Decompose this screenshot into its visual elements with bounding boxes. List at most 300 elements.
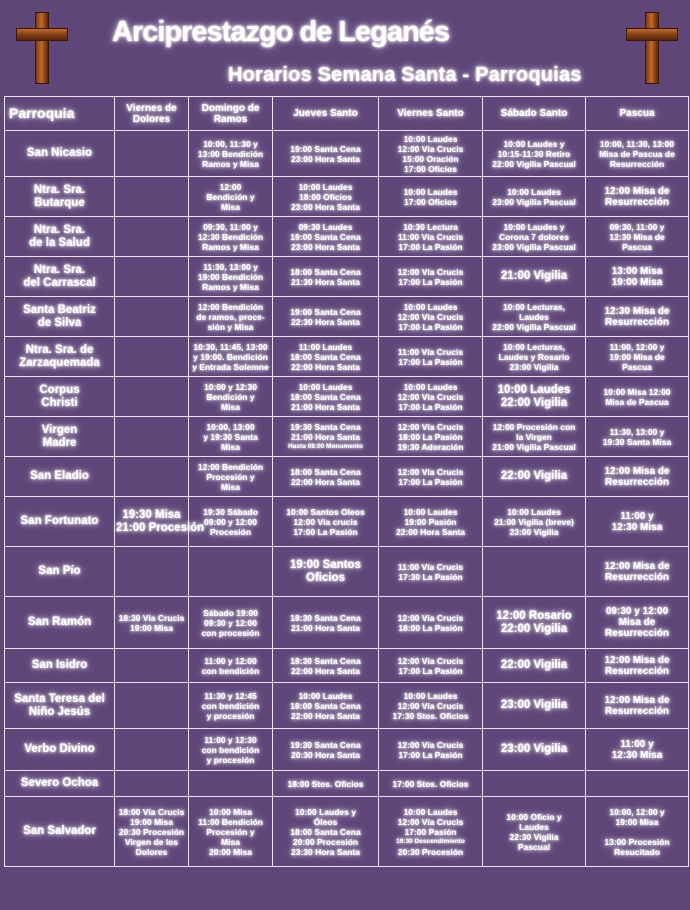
cell-text-line: 10:00 Laudes — [298, 690, 353, 701]
schedule-cell — [586, 683, 689, 729]
cell-text-line: 09:30, 11:00 y — [609, 221, 665, 232]
cell-text-line: 10:00 Lecturas, — [503, 301, 565, 312]
column-header — [115, 97, 189, 131]
cell-text-line: 12:30 Bendición — [197, 231, 264, 242]
cell-text-line — [587, 827, 687, 837]
schedule-cell — [483, 771, 586, 797]
schedule-cell — [189, 649, 273, 683]
cell-text-line: 12:00 Misa de — [604, 465, 670, 477]
cell-text-line: Ramos y Misa — [202, 281, 259, 292]
schedule-cell — [189, 797, 273, 867]
cell-text-line: Resurrección — [605, 476, 669, 488]
cell-text-line: 23:00 Vigilia — [509, 361, 559, 372]
cell-text-line: Bendición y — [206, 191, 255, 202]
schedule-cell — [189, 457, 273, 497]
cell-text-line: 12:00 Vía Crucis — [397, 266, 464, 277]
cell-text-line: de la Salud — [29, 236, 90, 249]
cell-text-line: 18:00 Stos. Oficios — [287, 778, 364, 789]
schedule-cell — [189, 547, 273, 597]
schedule-cell — [483, 131, 586, 177]
cell-text-line: Madre — [42, 436, 77, 449]
cell-text-line: San Pío — [38, 565, 81, 577]
schedule-cell — [115, 771, 189, 797]
cell-text-line: Viernes de — [126, 102, 177, 114]
cell-text-line: y procesión — [206, 754, 255, 765]
schedule-cell — [115, 297, 189, 337]
cell-text-line: y Entrada Solemne — [192, 361, 269, 372]
cell-text-line: 11:00 Laudes — [298, 341, 353, 352]
parish-name — [5, 417, 115, 457]
cell-text-line: Óleos — [313, 816, 338, 827]
cell-text-line: 12:00 Vía Crucis — [397, 421, 464, 432]
cell-text-line: 10:00 Laudes — [403, 690, 458, 701]
cross-icon — [626, 12, 676, 82]
cell-text-line: 12:00 Vía Crucis — [397, 143, 464, 154]
schedule-cell — [115, 457, 189, 497]
cell-text-line: 10:00 Laudes — [507, 506, 561, 517]
schedule-cell — [273, 729, 379, 771]
schedule-cell — [483, 417, 586, 457]
cell-text-line: Christi — [41, 396, 78, 409]
cell-text-line: 19:00 Santos — [290, 558, 361, 571]
cell-text-line: 10:00 Laudes — [298, 181, 353, 192]
cell-text-line: 10:00, 11:30, 13:00 — [599, 138, 675, 149]
table-row — [5, 217, 689, 257]
schedule-cell — [483, 457, 586, 497]
schedule-cell — [273, 217, 379, 257]
schedule-cell — [586, 217, 689, 257]
cell-text-line: 10:00, 13:00 — [206, 421, 255, 432]
cell-text-line: 12:00 Misa de — [604, 185, 670, 197]
schedule-cell — [189, 771, 273, 797]
cell-text-line: Misa de Pascua de — [599, 148, 675, 159]
schedule-cell — [586, 597, 689, 649]
schedule-cell — [379, 337, 483, 377]
cell-text-line: 09:30 y 12:00 — [204, 617, 257, 628]
cell-text-line: Resurrección — [605, 665, 669, 677]
cell-text-line: 19:00 Misa — [615, 816, 659, 827]
cell-text-line: 12:00 Vía Crucis — [397, 466, 464, 477]
cell-text-line: 12:00 Vía Crucis — [397, 311, 464, 322]
schedule-cell — [115, 797, 189, 867]
cell-text-line: Misa — [221, 201, 240, 212]
schedule-cell — [115, 683, 189, 729]
cell-text-line: Resurrección — [605, 316, 669, 328]
cell-text-line: 19:00 Santa Cena — [290, 231, 361, 242]
schedule-cell — [586, 257, 689, 297]
cell-text-line: 12:00 Bendición — [197, 461, 264, 472]
cell-text-line: 10:00 Laudes — [403, 806, 458, 817]
schedule-cell — [586, 337, 689, 377]
cell-text-line: 13:00 Misa — [611, 265, 663, 277]
cell-text-line: 23:00 Vigilia Pascual — [492, 241, 576, 252]
schedule-cell — [379, 457, 483, 497]
cell-text-line: 23:30 Hora Santa — [291, 846, 360, 857]
table-row — [5, 597, 689, 649]
schedule-cell — [483, 377, 586, 417]
cell-text-line: con procesión — [201, 627, 260, 638]
schedule-cell — [586, 497, 689, 547]
schedule-cell — [586, 547, 689, 597]
cell-text-line: 12:30 Misa de — [604, 305, 670, 317]
schedule-cell — [115, 417, 189, 457]
parish-name — [5, 457, 115, 497]
cell-text-line: San Ramón — [27, 616, 92, 628]
table-row — [5, 131, 689, 177]
cell-text-line: Parroquia — [9, 105, 75, 121]
cell-text-line: Oficios — [306, 571, 345, 584]
cell-text-line: 12:30 Misa — [611, 749, 663, 761]
schedule-cell — [379, 177, 483, 217]
cell-text-line: 20:30 Hora Santa — [291, 749, 360, 760]
cell-text-line: Dolores — [135, 846, 168, 857]
schedule-cell — [273, 131, 379, 177]
cell-text-line: 18:00 La Pasión — [398, 431, 463, 442]
cell-text-line: 10:00 Laudes — [403, 301, 458, 312]
cell-text-line: 21:00 Procesión — [116, 521, 205, 534]
schedule-cell — [273, 771, 379, 797]
schedule-cell — [586, 377, 689, 417]
cell-text-line: 12:00 Vía crucis — [293, 516, 358, 527]
cell-text-line: Laudes y Rosario — [498, 351, 570, 362]
schedule-cell — [273, 417, 379, 457]
cell-text-line: Resurrección — [605, 705, 669, 717]
cell-text-line: 22:00 Hora Santa — [291, 710, 360, 721]
cell-text-line: y procesión — [206, 710, 255, 721]
cell-text-line: 10:00 Oficio y — [506, 811, 562, 822]
cell-text-line: 22:00 Hora Santa — [291, 476, 360, 487]
cell-text-line: 19:00 Santa Cena — [290, 143, 361, 154]
table-row — [5, 683, 689, 729]
cell-text-line: 23:00 Vigilia — [500, 699, 568, 711]
cell-text-line: 12:00 — [219, 181, 242, 192]
schedule-cell — [273, 497, 379, 547]
table-row — [5, 457, 689, 497]
schedule-cell — [483, 297, 586, 337]
cell-text-line: 12:00 Misa de — [604, 694, 670, 706]
cell-text-line: 12:00 Bendición — [197, 301, 264, 312]
cell-text-line: San Salvador — [23, 825, 96, 837]
cell-text-line: 18:00 Santa Cena — [290, 351, 361, 362]
cell-text-line: 23:00 Vigilia Pascual — [492, 196, 576, 207]
schedule-cell — [115, 131, 189, 177]
cell-text-line: Laudes — [519, 311, 549, 322]
cell-text-line: 19:00 Pasión — [404, 516, 457, 527]
cell-text-line: 10:00 Laudes — [403, 186, 458, 197]
schedule-cell — [586, 797, 689, 867]
schedule-cell — [273, 337, 379, 377]
cell-text-line: la Virgen — [516, 431, 552, 442]
cell-text-line: Pascua — [619, 108, 655, 119]
schedule-cell — [273, 377, 379, 417]
cell-text-line: 19:30 Descendimiento — [396, 837, 465, 845]
cell-text-line: 17:00 Pasión — [404, 826, 457, 837]
cell-text-line: Resurrección — [605, 628, 669, 639]
cell-text-line: Misa — [221, 441, 240, 452]
schedule-cell — [115, 497, 205, 547]
cell-text-line: 10:15-11:30 Retiro — [497, 148, 571, 159]
schedule-cell — [586, 729, 689, 771]
cell-text-line: 10:00 Lecturas, — [503, 341, 565, 352]
cell-text-line: 19:30 Santa Cena — [290, 421, 361, 432]
table-row — [5, 177, 689, 217]
cell-text-line: Santa Beatriz — [23, 303, 96, 316]
column-header — [586, 97, 689, 131]
schedule-cell — [189, 683, 273, 729]
cell-text-line: con bendición — [201, 665, 260, 676]
cell-text-line: Ntra. Sra. — [33, 183, 86, 196]
cell-text-line: 13:00 Procesión — [604, 836, 670, 847]
cell-text-line: 20:30 Procesión — [397, 846, 464, 857]
schedule-cell — [273, 257, 379, 297]
cell-text-line: 22:00 Hora Santa — [396, 526, 465, 537]
cell-text-line: Misa de — [618, 617, 656, 628]
cell-text-line: 10:00 Laudes — [403, 133, 458, 144]
cell-text-line: 11:00, 12:00 y — [609, 341, 665, 352]
cell-text-line: 10:30 Lectura — [403, 221, 458, 232]
cell-text-line: Ramos y Misa — [202, 241, 259, 252]
parish-name — [5, 771, 115, 797]
cell-text-line: 12:00 Vía Crucis — [397, 739, 464, 750]
table-row — [5, 337, 689, 377]
table-row — [5, 377, 689, 417]
cell-text-line: 12:00 Vía Crucis — [397, 612, 464, 623]
cell-text-line: San Eladio — [30, 470, 89, 482]
cell-text-line: 18:00 La Pasión — [398, 622, 463, 633]
cell-text-line: 12:00 Rosario — [496, 609, 572, 622]
cell-text-line: 12:00 Vía Crucis — [397, 391, 464, 402]
schedule-cell — [379, 217, 483, 257]
cell-text-line: San Fortunato — [20, 515, 99, 527]
schedule-cell — [379, 597, 483, 649]
cell-text-line: 18:30 Santa Cena — [290, 655, 361, 666]
cell-text-line: 17:00 La Pasión — [398, 276, 463, 287]
schedule-cell — [379, 797, 483, 867]
cell-text-line: 10:00 Laudes — [403, 506, 458, 517]
cell-text-line: Zarzaquemada — [19, 356, 100, 369]
cell-text-line: Severo Ochoa — [20, 777, 99, 789]
cell-text-line: y 19:30 Santa — [203, 431, 258, 442]
schedule-cell — [483, 497, 586, 547]
cell-text-line: sión y Misa — [207, 321, 254, 332]
cell-text-line: 19:30 Santa Misa — [602, 436, 672, 447]
cell-text-line: Laudes — [519, 821, 549, 832]
cell-text-line: 20:30 Procesión — [118, 826, 185, 837]
schedule-cell — [189, 417, 273, 457]
schedule-cell — [189, 257, 273, 297]
cell-text-line: Butarque — [34, 196, 85, 209]
schedule-cell — [379, 257, 483, 297]
cell-text-line: Verbo Divino — [24, 743, 95, 755]
cell-text-line: 10:00, 12:00 y — [609, 806, 665, 817]
cell-text-line: 19:00 Misa — [130, 816, 173, 827]
schedule-cell — [483, 729, 586, 771]
parish-name — [5, 217, 115, 257]
cell-text-line: 12:30 Misa — [611, 521, 663, 533]
schedule-cell — [189, 729, 273, 771]
cell-text-line: 10:00, 11:30 y — [203, 138, 258, 149]
cell-text-line: 17:00 La Pasión — [398, 749, 463, 760]
schedule-cell — [483, 217, 586, 257]
cell-text-line: 12:00 Misa de — [604, 560, 670, 572]
table-row — [5, 497, 689, 547]
schedule-cell — [273, 597, 379, 649]
cell-text-line: 10:00 Laudes y — [295, 806, 356, 817]
cell-text-line: 11:30, 13:00 y — [609, 426, 665, 437]
schedule-cell — [483, 547, 586, 597]
parish-name — [5, 257, 115, 297]
cell-text-line: 19:00 Misa — [611, 276, 663, 288]
cell-text-line: 22:00 Vigilia — [500, 622, 568, 635]
cell-text-line: 20:00 Misa — [209, 846, 252, 857]
schedule-cell — [115, 337, 189, 377]
cell-text-line: 23:00 Hora Santa — [291, 241, 360, 252]
schedule-cell — [483, 649, 586, 683]
schedule-cell — [115, 217, 189, 257]
cell-text-line: Bendición y — [206, 391, 255, 402]
cell-text-line: 12:00 Procesión con — [492, 421, 576, 432]
schedule-cell — [189, 217, 273, 257]
cell-text-line: 23:00 Vigilia — [509, 526, 559, 537]
parish-name — [5, 729, 115, 771]
schedule-cell — [379, 547, 483, 597]
cell-text-line: Viernes Santo — [397, 108, 464, 119]
cell-text-line: Niño Jesús — [28, 705, 91, 718]
cell-text-line: Ntra. Sra. — [33, 263, 86, 276]
schedule-cell — [586, 457, 689, 497]
cell-text-line: 17:00 La Pasión — [398, 476, 463, 487]
table-row — [5, 771, 689, 797]
schedule-cell — [483, 797, 586, 867]
cell-text-line: Santa Teresa del — [14, 692, 105, 705]
cell-text-line: 18:30 Vía Crucis — [118, 612, 185, 623]
schedule-cell — [115, 177, 189, 217]
cell-text-line: San Nicasio — [26, 147, 93, 159]
cell-text-line: 22:30 Vigilia — [509, 831, 559, 842]
schedule-cell — [189, 337, 273, 377]
cell-text-line: 19:00 Bendición — [197, 271, 264, 282]
cell-text-line: 10:00 Laudes — [298, 381, 353, 392]
cell-text-line: 17:00 La Pasión — [293, 526, 358, 537]
cell-text-line: 10:00 Misa 12:00 — [603, 386, 671, 397]
cell-text-line: 21:00 Vigilia Pascual — [492, 441, 576, 452]
cell-text-line: 09:00 y 12:00 — [204, 516, 257, 527]
schedule-cell — [379, 497, 483, 547]
cell-text-line: 11:00 Vía Crucis — [397, 561, 464, 572]
schedule-cell — [115, 597, 189, 649]
schedule-cell — [273, 177, 379, 217]
column-header — [483, 97, 586, 131]
cell-text-line: 18:00 Santa Cena — [290, 700, 361, 711]
cell-text-line: 23:00 Hora Santa — [291, 153, 360, 164]
schedule-cell — [379, 649, 483, 683]
cell-text-line: Ramos — [213, 113, 248, 125]
cell-text-line: Procesión y — [206, 826, 255, 837]
cell-text-line: del Carrascal — [23, 276, 96, 289]
cell-text-line: 09:30, 11:00 y — [203, 221, 258, 232]
schedule-cell — [483, 257, 586, 297]
cell-text-line: 10:00 Laudes y — [503, 221, 565, 232]
schedule-cell — [189, 597, 273, 649]
cell-text-line: y 19:00. Bendición — [193, 351, 268, 362]
cell-text-line: Resurrección — [609, 158, 665, 169]
page-header — [0, 0, 690, 92]
schedule-cell — [115, 257, 189, 297]
cell-text-line: Resucitado — [614, 846, 660, 857]
cell-text-line: 12:30 Misa de — [609, 231, 665, 242]
cell-text-line: con bendición — [201, 744, 260, 755]
cell-text-line: 12:00 Vía Crucis — [397, 655, 464, 666]
cell-text-line: Misa — [221, 401, 240, 412]
page-subtitle: Horarios Semana Santa - Parroquias — [228, 64, 582, 86]
cell-text-line: 17:00 Stos. Oficios — [392, 778, 469, 789]
cell-text-line: 18:00 Oficios — [299, 191, 352, 202]
cell-text-line: Pascual — [517, 841, 551, 852]
cell-text-line: 18:00 Santa Cena — [290, 391, 361, 402]
cell-text-line: 11:00 Vía Crucis — [397, 231, 464, 242]
cell-text-line: 18:00 Santa Cena — [290, 266, 361, 277]
cell-text-line: 21:00 Vigilia (breve) — [494, 516, 574, 527]
schedule-cell — [115, 377, 189, 417]
cell-text-line: 19:30 Adoración — [397, 441, 464, 452]
cell-text-line: Jueves Santo — [293, 108, 358, 119]
table-body — [5, 131, 689, 867]
cell-text-line: 22:30 Hora Santa — [291, 316, 360, 327]
cell-text-line: de ramos, proce- — [196, 311, 265, 322]
cell-text-line: Ntra. Sra. — [33, 223, 86, 236]
cell-text-line: 19:30 Sábado — [203, 506, 258, 517]
cell-text-line: 10:00 Misa — [209, 806, 252, 817]
schedule-cell — [115, 547, 189, 597]
table-row — [5, 797, 689, 867]
schedule-cell — [115, 649, 189, 683]
cell-text-line: 10:00 Laudes — [507, 186, 561, 197]
cell-text-line: con bendición — [201, 700, 260, 711]
schedule-cell — [379, 683, 483, 729]
cell-text-line: Domingo de — [201, 102, 260, 114]
cell-text-line: 10:00 Laudes — [497, 383, 571, 396]
schedule-cell — [189, 377, 273, 417]
schedule-cell — [483, 597, 586, 649]
schedule-cell — [273, 457, 379, 497]
cell-text-line: 10:30, 11:45, 13:00 — [193, 341, 268, 352]
cell-text-line: 23:00 Hora Santa — [291, 201, 360, 212]
parish-name — [5, 131, 115, 177]
cell-text-line: 10:00 y 12:30 — [204, 381, 257, 392]
page-title: Arciprestazgo de Leganés — [112, 16, 449, 48]
cell-text-line: 09:30 y 12:00 — [605, 606, 669, 617]
cell-text-line: 15:00 Oración — [402, 153, 459, 164]
cell-text-line: 22:00 Vigilia Pascual — [492, 158, 576, 169]
cell-text-line: Hasta 08:00 Monumento — [288, 442, 363, 450]
table-row — [5, 547, 689, 597]
cell-text-line: Sábado Santo — [500, 108, 568, 119]
cell-text-line: Pascua — [622, 241, 652, 252]
schedule-cell — [273, 797, 379, 867]
cell-text-line: 12:00 Misa de — [604, 654, 670, 666]
cell-text-line: Virgen de los — [124, 836, 179, 847]
parish-name — [5, 649, 115, 683]
cell-text-line: 18:00 Santa Cena — [290, 826, 361, 837]
cell-text-line: 11:30 y 12:45 — [204, 690, 257, 701]
table-row — [5, 649, 689, 683]
cell-text-line: 11:00 y — [620, 738, 654, 750]
schedule-table — [4, 96, 689, 867]
schedule-cell — [189, 297, 273, 337]
cell-text-line: 21:30 Hora Santa — [291, 276, 360, 287]
cell-text-line: 11:00 Bendición — [198, 816, 263, 827]
cell-text-line: 19:30 Misa — [122, 508, 181, 521]
